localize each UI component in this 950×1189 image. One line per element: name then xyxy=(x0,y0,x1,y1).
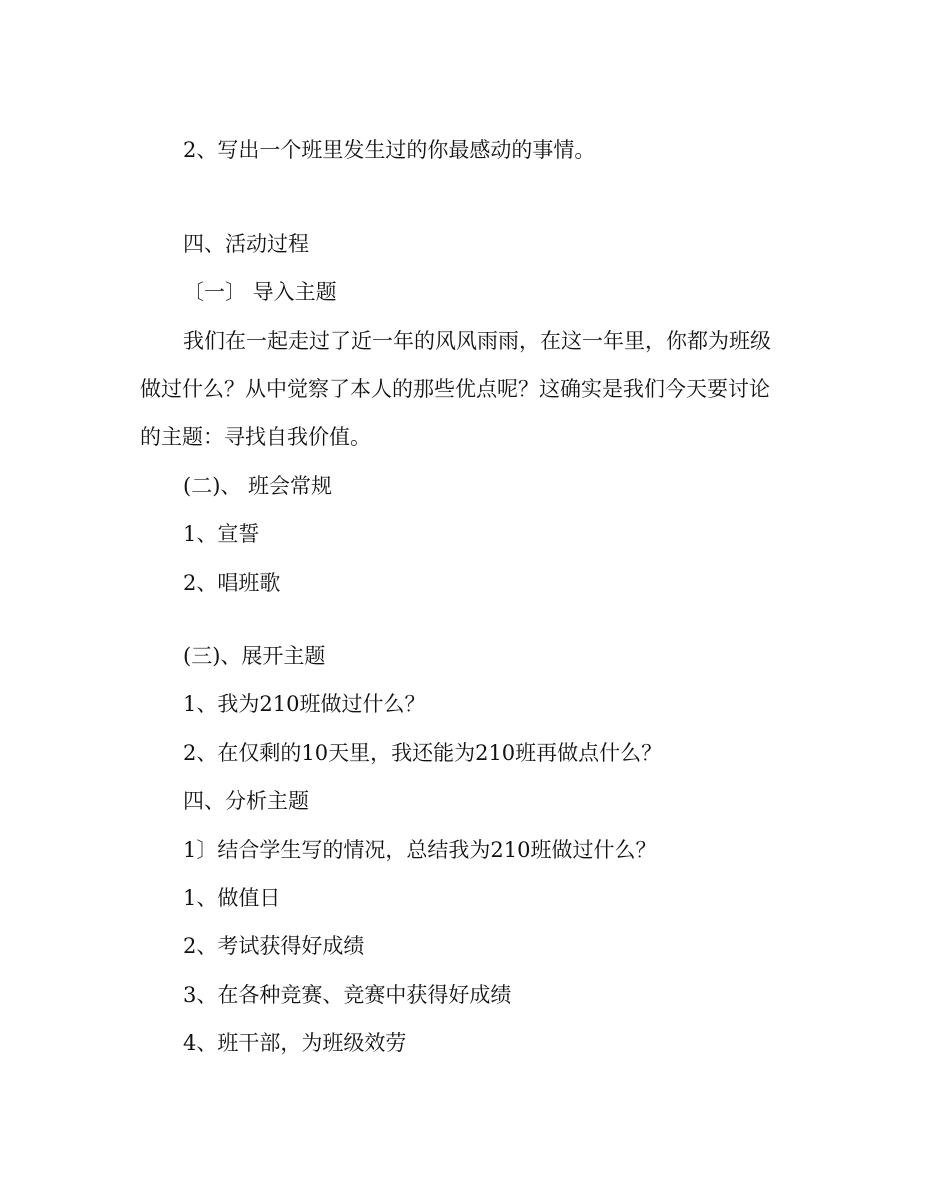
list-item-class-cadre: 4、班干部，为班级效劳 xyxy=(183,1031,407,1055)
routine-item-class-song: 2、唱班歌 xyxy=(183,571,281,595)
paragraph-line-1: 我们在一起走过了近一年的风风雨雨，在这一年里，你都为班级 xyxy=(183,329,771,353)
develop-question-1: 1、我为210班做过什么？ xyxy=(183,692,426,716)
subheading-class-routine: (二)、 班会常规 xyxy=(183,474,333,498)
list-item-duty: 1、做值日 xyxy=(183,886,281,910)
subheading-develop-theme: (三)、展开主题 xyxy=(183,644,326,668)
list-item-exam-results: 2、考试获得好成绩 xyxy=(183,934,365,958)
section-heading-activity-process: 四、活动过程 xyxy=(183,232,309,256)
routine-item-oath: 1、宣誓 xyxy=(183,522,260,546)
list-item-competitions: 3、在各种竞赛、竞赛中获得好成绩 xyxy=(183,983,512,1007)
paragraph-line-3: 的主题：寻找自我价值。 xyxy=(140,425,371,449)
develop-question-2: 2、在仅剩的10天里，我还能为210班再做点什么？ xyxy=(183,741,663,765)
subheading-introduce-theme: 〔一〕 导入主题 xyxy=(183,280,337,304)
homework-item-2: 2、写出一个班里发生过的你最感动的事情。 xyxy=(183,138,596,162)
analyze-point-1: 1〕结合学生写的情况，总结我为210班做过什么？ xyxy=(183,838,657,862)
section-heading-analyze-theme: 四、分析主题 xyxy=(183,789,309,813)
paragraph-line-2: 做过什么？从中觉察了本人的那些优点呢？这确实是我们今天要讨论 xyxy=(140,377,770,401)
